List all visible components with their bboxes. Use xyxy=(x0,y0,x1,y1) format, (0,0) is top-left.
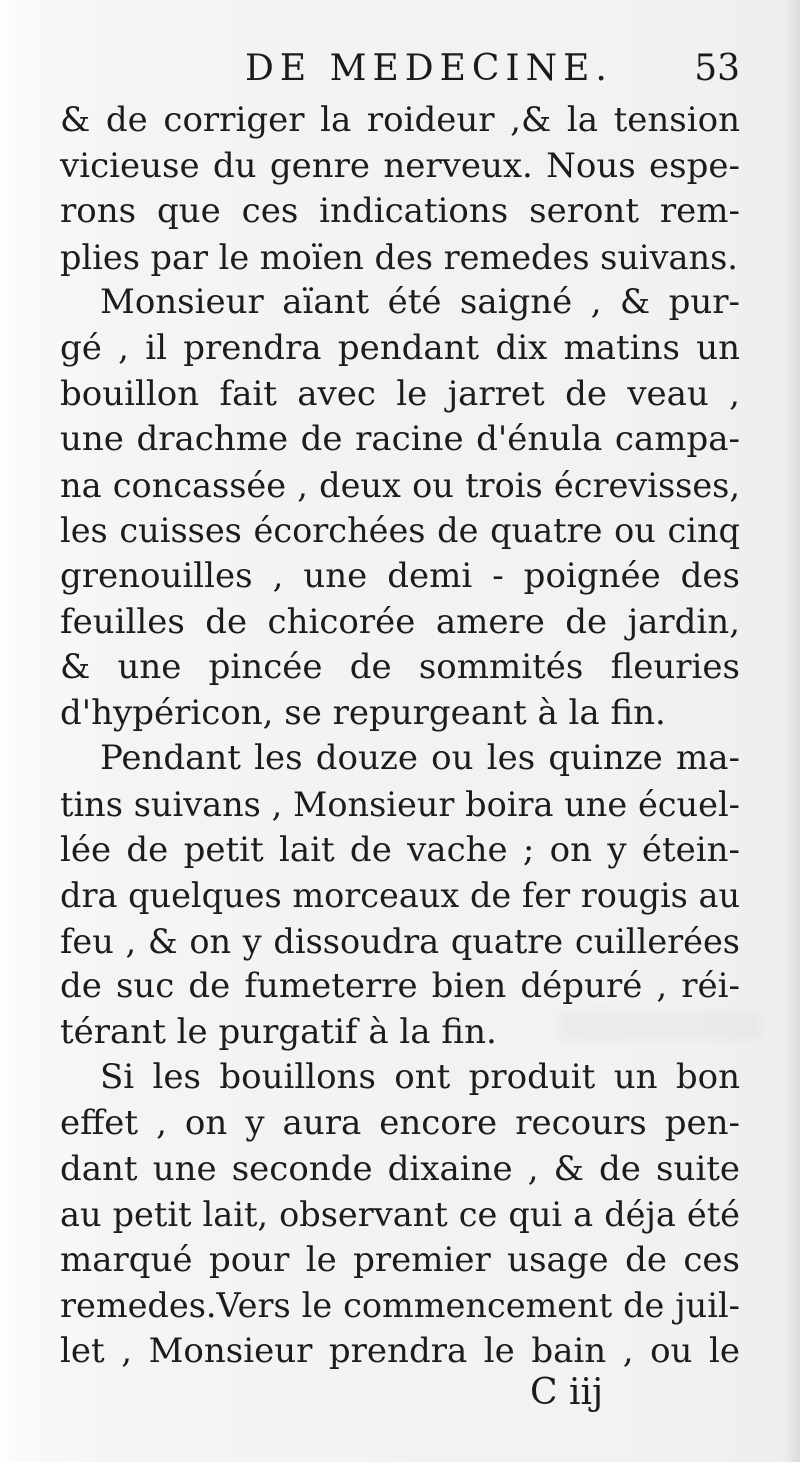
page-number: 53 xyxy=(694,48,740,89)
text-line: d'hypéricon, se repurgeant à la fin. xyxy=(60,692,666,733)
body-text xyxy=(60,98,740,1375)
text-line: de suc de fumeterre bien dépuré , réi- xyxy=(60,966,740,1007)
text-line: dant une seconde dixaine , & de suite xyxy=(60,1148,740,1189)
text-line: feuilles de chicorée amere de jardin, xyxy=(60,601,740,642)
text-line: au petit lait, observant ce qui a déja été xyxy=(60,1195,740,1235)
text-line: vicieuse du genre nerveux. Nous espe- xyxy=(60,145,740,186)
text-line: une drachme de racine d'énula campa- xyxy=(60,419,740,460)
gutter-shadow xyxy=(0,0,10,1462)
running-head xyxy=(60,48,740,92)
text-line: feu , & on y dissoudra quatre cuillerées xyxy=(60,921,740,961)
text-line: gé , il prendra pendant dix matins un xyxy=(60,327,740,368)
text-line: & de corriger la roideur ,& la tension xyxy=(60,100,740,140)
text-line: lée de petit lait de vache ; on y étein- xyxy=(60,829,740,870)
text-line: let , Monsieur prendra le bain , ou le xyxy=(60,1331,740,1372)
text-line: rons que ces indications seront rem- xyxy=(60,191,740,232)
text-line: marqué pour le premier usage de ces xyxy=(60,1239,740,1280)
running-head-title: DE MEDECINE. xyxy=(245,48,613,89)
text-line: térant le purgatif à la fin. xyxy=(60,1011,497,1052)
text-line: remedes.Vers le commencement de juil- xyxy=(60,1286,740,1326)
text-line: dra quelques morceaux de fer rougis au xyxy=(60,876,741,916)
text-line: plies par le moïen des remedes suivans. xyxy=(60,237,738,277)
text-line: les cuisses écorchées de quatre ou cinq xyxy=(60,511,740,551)
text-line: effet , on y aura encore recours pen- xyxy=(60,1103,740,1144)
signature-mark: C iij xyxy=(530,1372,604,1413)
text-line: Pendant les douze ou les quinze ma- xyxy=(100,738,740,779)
text-line: na concassée , deux ou trois écrevisses, xyxy=(60,465,740,505)
text-line: Monsieur aïant été saigné , & pur- xyxy=(100,282,740,323)
text-line: tins suivans , Monsieur boira une écuel- xyxy=(60,784,740,824)
text-line: grenouilles , une demi - poignée des xyxy=(60,555,740,596)
text-line: & une pincée de sommités fleuries xyxy=(60,647,740,688)
text-line: bouillon fait avec le jarret de veau , xyxy=(60,373,740,414)
text-line: Si les bouillons ont produit un bon xyxy=(100,1057,740,1098)
